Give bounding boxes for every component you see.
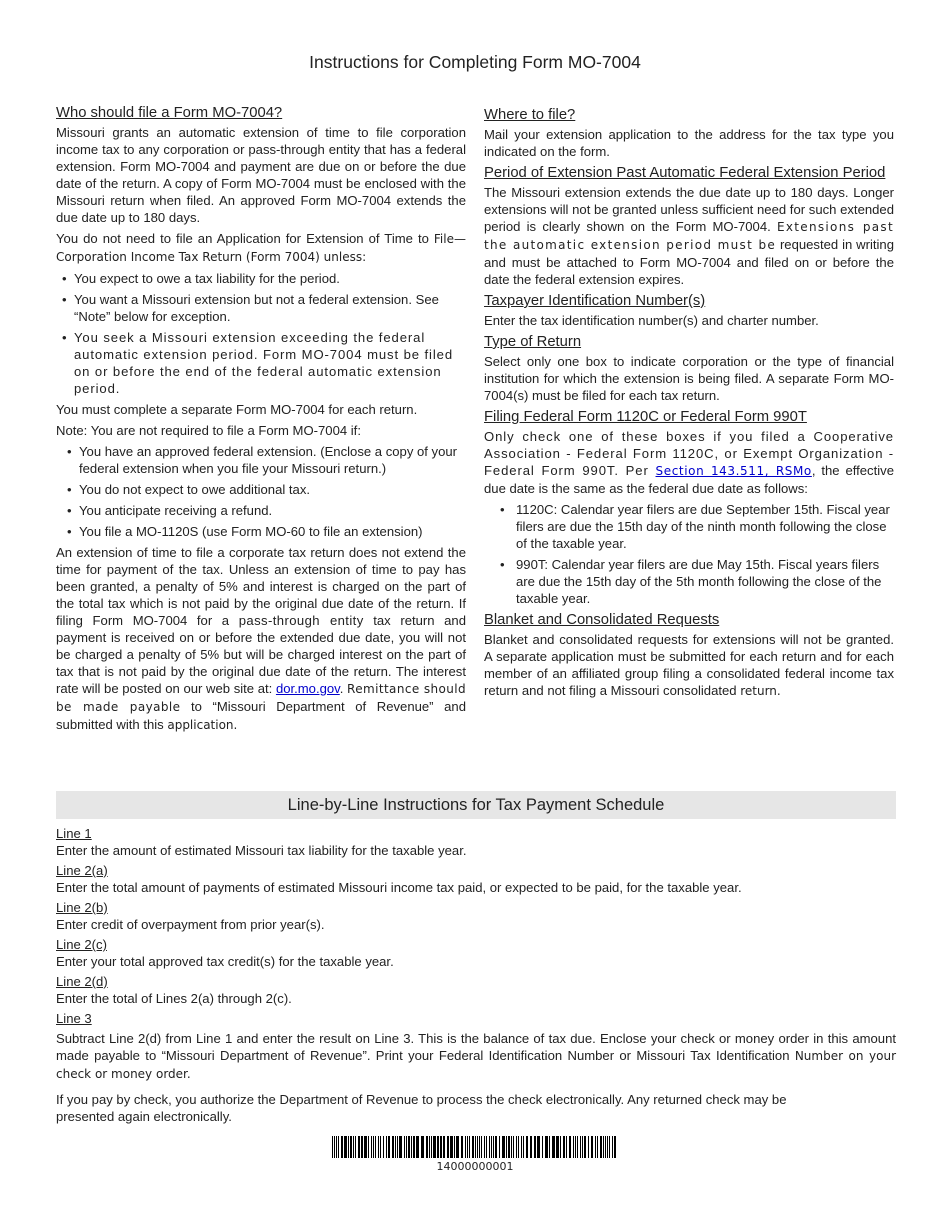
ext-text-3: .	[339, 681, 348, 696]
blanket-text-2: return.	[740, 684, 781, 698]
line-description: Enter your total approved tax credit(s) for the taxable year.	[56, 954, 394, 969]
due-date-list	[484, 501, 894, 607]
line-3-text-a: Subtract Line 2(d) from Line 1 and enter the result on Line 3. This is the balance of tax due. Enclose your check or money order in this amount made payable to “Missouri Department of Revenue”. Print your Federal Identification Number or Missouri Tax Identification	[56, 1031, 896, 1063]
list-item: • You file a MO-1120S (use Form MO-60 to file an extension)	[56, 523, 466, 540]
line-label: Line 1	[56, 826, 92, 841]
extension-payment-paragraph	[56, 544, 466, 734]
period-text-2: Extensions past the automatic extension period must be	[484, 220, 894, 252]
type-of-return-heading: Type of Return	[484, 334, 582, 350]
line-description: Enter credit of overpayment from prior year(s).	[56, 917, 325, 932]
unless-list	[56, 270, 466, 397]
list-item-text: You seek a Missouri extension exceeding the federal automatic extension period. Form MO-7004 must be filed on or before the end of the federal automatic extension period.	[74, 330, 454, 396]
ext-text-1: An extension of time to file a corporate tax return does not extend the time for payment of the tax. Unless an extension of time to pay has been granted, a penalty of 5% and interest is charged on the part of the total tax which is not paid by the original due date of the return. If filing Form MO-7004 for a	[56, 545, 466, 628]
who-should-file-heading: Who should file a Form MO-7004?	[56, 105, 283, 121]
line-3-label: Line 3	[56, 1011, 92, 1026]
filing-federal-heading: Filing Federal Form 1120C or Federal Form 990T	[484, 409, 807, 425]
list-item: • You anticipate receiving a refund.	[56, 502, 466, 519]
ext-pass-through: pass-through entity	[238, 613, 364, 628]
line-label: Line 2(d)	[56, 974, 108, 989]
ext-remittance: Remittance should be made payable	[56, 682, 466, 714]
list-item: • 1120C: Calendar year filers are due September 15th. Fiscal year filers are due the 15th day of the ninth month following the close of the taxable year.	[484, 501, 894, 552]
list-item: • You want a Missouri extension but not a federal extension. See “Note” below for exception.	[56, 291, 466, 325]
check-authorization-text: If you pay by check, you authorize the Department of Revenue to process the check electronically. Any returned check may be presented again electronically.	[56, 1092, 787, 1124]
list-item	[56, 329, 466, 397]
dor-website-link[interactable]: dor.mo.gov	[275, 681, 340, 696]
tin-heading: Taxpayer Identification Number(s)	[484, 293, 706, 309]
separate-form-note: You must complete a separate Form MO-7004 for each return.	[56, 402, 418, 417]
where-to-file-heading: Where to file?	[484, 107, 576, 123]
filing-federal-paragraph	[484, 428, 894, 497]
left-column	[56, 104, 466, 738]
period-paragraph	[484, 184, 894, 288]
line-label: Line 2(c)	[56, 937, 107, 952]
line-label: Line 2(b)	[56, 900, 108, 915]
section-143-511-link[interactable]: Section 143.511, RSMo	[655, 464, 812, 478]
period-heading: Period of Extension Past Automatic Federal Extension Period	[484, 165, 886, 181]
form-7004-reference: File—Corporation Income Tax Return (Form 7004) unless:	[56, 232, 466, 264]
blanket-heading: Blanket and Consolidated Requests	[484, 612, 720, 628]
page-title: Instructions for Completing Form MO-7004	[309, 52, 641, 72]
period-text-3: requested in writing and must be attached to Form MO-7004 and filed on or before the date the federal extension expires.	[484, 237, 894, 287]
unless-text: You do not need to file an Application for Extension of Time to	[56, 231, 434, 246]
schedule-heading-bar: Line-by-Line Instructions for Tax Payment Schedule	[56, 791, 896, 819]
line-3-text-b: Number on your check or money order.	[56, 1049, 897, 1081]
line-label: Line 2(a)	[56, 863, 108, 878]
list-item: • You have an approved federal extension. (Enclose a copy of your federal extension when you file your Missouri return.)	[56, 443, 466, 477]
right-column	[484, 104, 894, 704]
type-of-return-text: Select only one box to indicate corporation or the type of financial institution for which the extension is being filed. A separate Form MO-7004(s) must be filed for each tax return.	[484, 354, 894, 403]
list-item: • You do not expect to owe additional tax.	[56, 481, 466, 498]
filing-text-2: , the effective due date is the same as the federal due date as follows:	[484, 463, 894, 496]
ext-text-5: to “Missouri Department of Revenue” and submitted with this	[56, 699, 466, 732]
note-paragraph: Note: You are not required to file a Form MO-7004 if:	[56, 423, 361, 438]
line-description: Enter the amount of estimated Missouri tax liability for the taxable year.	[56, 843, 467, 858]
line-3-description	[56, 1030, 896, 1083]
ext-application: application.	[167, 718, 238, 732]
line-description: Enter the total amount of payments of estimated Missouri income tax paid, or expected to be paid, for the taxable year.	[56, 880, 742, 895]
list-item: • You expect to owe a tax liability for the period.	[56, 270, 466, 287]
blanket-text-1: Blanket and consolidated requests for extensions will not be granted. A separate application must be submitted for each return and for each member of an affiliated group filing a consolidated federal income tax return and not filing a Missouri consolidated	[484, 632, 894, 698]
filing-text-1: Only check one of these boxes if you filed a Cooperative Association - Federal Form 1120C, or Exempt Organization - Federal Form 990T. Per	[484, 429, 894, 478]
tin-text: Enter the tax identification number(s) and charter number.	[484, 313, 819, 328]
barcode	[330, 1136, 620, 1162]
unless-paragraph	[56, 230, 466, 266]
note-list	[56, 443, 466, 540]
period-text-1: The Missouri extension extends the due date up to 180 days. Longer extensions will not be granted unless sufficient need for such extended period is clearly shown on the Form MO-7004.	[484, 185, 894, 234]
blanket-paragraph	[484, 631, 894, 700]
ext-text-2: tax return and payment is received on or before the extended due date, you will not be charged a penalty of 5% but will be charged interest on the part of tax that is not paid by the original due date of the return. The interest rate will be posted on our web site at:	[56, 613, 466, 696]
barcode-number: 14000000001	[436, 1160, 514, 1173]
list-item: • 990T: Calendar year filers are due May 15th. Fiscal years filers are due the 15th day of the 5th month following the close of the taxable year.	[484, 556, 894, 607]
who-should-file-paragraph: Missouri grants an automatic extension of time to file corporation income tax to any corporation or pass-through entity that has a federal extension. Form MO-7004 and payment are due on or before the due date of the return. A copy of Form MO-7004 must be enclosed with the Missouri return when filed. An approved Form MO-7004 extends the due date up to 180 days.	[56, 125, 466, 225]
where-to-file-text: Mail your extension application to the address for the tax type you indicated on the form.	[484, 127, 894, 159]
line-instructions	[56, 822, 896, 1125]
line-description: Enter the total of Lines 2(a) through 2(c).	[56, 991, 292, 1006]
